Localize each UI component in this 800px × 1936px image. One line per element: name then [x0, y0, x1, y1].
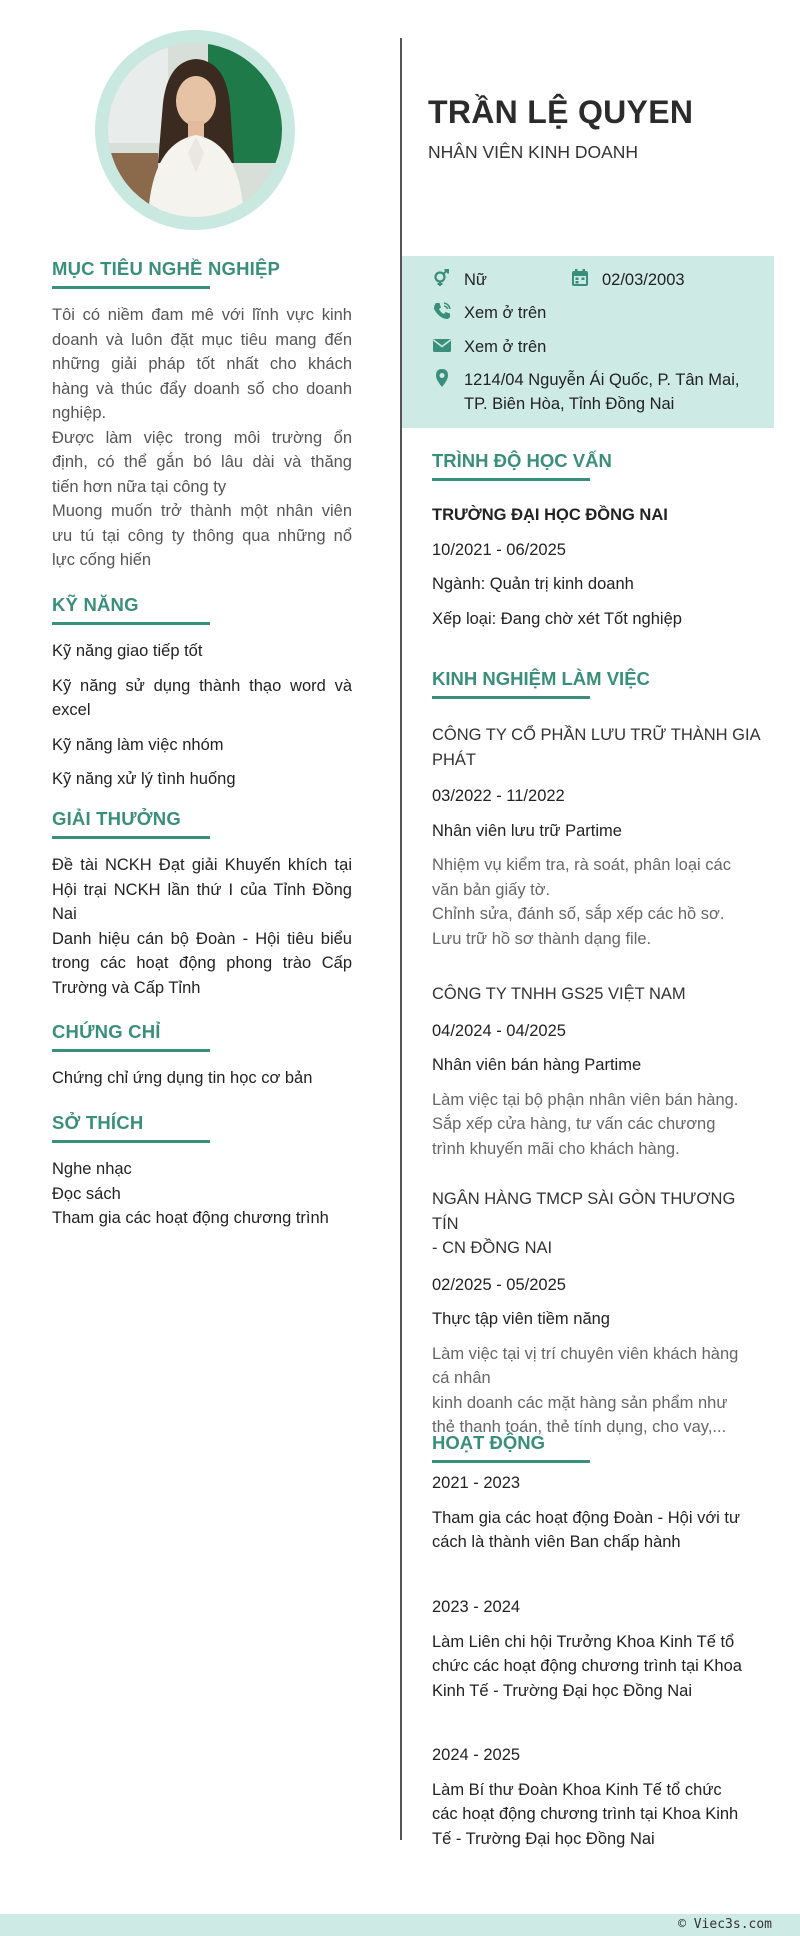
- email-value: Xem ở trên: [464, 338, 547, 356]
- skills-section: [52, 594, 352, 792]
- education-underline: [432, 478, 590, 481]
- address-value: [464, 368, 739, 416]
- skill-item-cont: excel: [52, 701, 91, 719]
- job-desc-line: trình khuyến mãi cho khách hàng.: [432, 1139, 680, 1158]
- activity-line: Tham gia các hoạt động Đoàn - Hội với tư: [432, 1508, 741, 1527]
- address-line-1: 1214/04 Nguyễn Ái Quốc, P. Tân Mai,: [464, 371, 740, 389]
- award-line: Danh hiệu cán bộ Đoàn - Hội tiêu biểu: [52, 929, 352, 948]
- job-desc-line: Nhiệm vụ kiểm tra, rà soát, phân loại các: [432, 856, 731, 874]
- hobby-item: Đọc sách: [52, 1184, 121, 1203]
- awards-section: [52, 808, 352, 1000]
- job-desc-line: văn bản giấy tờ.: [432, 880, 551, 899]
- activity-line: các hoạt động chương trình tại Khoa Kinh: [432, 1805, 739, 1823]
- activity-line: Kinh Tế - Trường Đại học Đồng Nai: [432, 1681, 693, 1700]
- objective-section: [52, 258, 352, 573]
- experience-title: KINH NGHIỆM LÀM VIỆC: [432, 668, 650, 689]
- job-desc-line: kinh doanh các mặt hàng sản phẩm như: [432, 1393, 728, 1412]
- education-grade: Xếp loại: Đang chờ xét Tốt nghiệp: [432, 609, 682, 628]
- hobby-item: Nghe nhạc: [52, 1160, 132, 1178]
- phone-value: Xem ở trên: [464, 304, 547, 322]
- objective-line: tiến hơn nữa tại công ty: [52, 477, 227, 496]
- awards-underline: [52, 836, 210, 839]
- education-title: TRÌNH ĐỘ HỌC VẤN: [432, 450, 612, 471]
- birthday-value: 02/03/2003: [602, 271, 685, 289]
- certificates-underline: [52, 1049, 210, 1052]
- job-entry: [432, 1187, 762, 1440]
- job-position: Nhân viên lưu trữ Partime: [432, 821, 622, 840]
- award-line: trong các hoạt động phong trào Cấp: [52, 954, 352, 972]
- activity-line: Tế - Trường Đại học Đồng Nai: [432, 1829, 655, 1848]
- contact-panel: [402, 256, 774, 428]
- job-entry: [432, 723, 762, 951]
- job-desc-line: thẻ thanh toán, thẻ tính dụng, cho vay,...: [432, 1418, 727, 1436]
- objective-line: ưu tú tại công ty thông qua những nổ: [52, 526, 352, 545]
- skill-item: Kỹ năng làm việc nhóm: [52, 735, 224, 754]
- experience-underline: [432, 696, 590, 699]
- activity-line: Làm Liên chi hội Trưởng Khoa Kinh Tế tổ: [432, 1632, 735, 1651]
- gender-value: Nữ: [464, 271, 487, 289]
- address-line-2: TP. Biên Hòa, Tỉnh Đồng Nai: [464, 395, 675, 413]
- skill-item: Kỹ năng sử dụng thành thạo word và: [52, 676, 352, 695]
- avatar: [108, 43, 282, 217]
- job-desc-line: Làm việc tại bộ phận nhân viên bán hàng.: [432, 1090, 739, 1109]
- address-row: [432, 368, 739, 416]
- objective-underline: [52, 286, 210, 289]
- certificates-section: [52, 1021, 352, 1091]
- birthday-row: [570, 268, 685, 292]
- location-icon: [432, 368, 452, 388]
- skill-item: Kỹ năng xử lý tình huống: [52, 770, 236, 788]
- job-description: [432, 853, 762, 951]
- objective-line: định, có thể gắn bó lâu dài và thăng: [52, 453, 352, 471]
- job-desc-line: Lưu trữ hồ sơ thành dạng file.: [432, 929, 652, 948]
- certificate-item: Chứng chỉ ứng dụng tin học cơ bản: [52, 1069, 313, 1087]
- footer-bar: [0, 1914, 800, 1936]
- activity-entry: [432, 1595, 762, 1703]
- job-period: 04/2024 - 04/2025: [432, 1021, 566, 1040]
- job-company-cont: PHÁT: [432, 750, 477, 769]
- certificates-title: CHỨNG CHỈ: [52, 1021, 161, 1042]
- job-description: [432, 1088, 762, 1162]
- job-company-cont: - CN ĐỒNG NAI: [432, 1239, 553, 1257]
- job-desc-line: Chỉnh sửa, đánh số, sắp xếp các hồ sơ.: [432, 905, 725, 923]
- job-description: [432, 1342, 762, 1440]
- job-company: CÔNG TY TNHH GS25 VIỆT NAM: [432, 985, 686, 1003]
- calendar-icon: [570, 268, 590, 288]
- job-period: 02/2025 - 05/2025: [432, 1275, 566, 1294]
- objective-line: hàng và thúc đẩy doanh số cho doanh: [52, 379, 352, 398]
- job-position: Thực tập viên tiềm năng: [432, 1310, 610, 1328]
- gender-icon: [432, 268, 452, 288]
- activity-line: chức các hoạt động chương trình tại Khoa: [432, 1657, 742, 1675]
- email-icon: [432, 335, 452, 355]
- activity-period: 2021 - 2023: [432, 1474, 521, 1492]
- objective-line: lực cống hiến: [52, 551, 152, 569]
- hobby-item: Tham gia các hoạt động chương trình: [52, 1209, 329, 1227]
- email-row: [432, 335, 546, 359]
- activities-underline: [432, 1460, 590, 1463]
- education-major: Ngành: Quản trị kinh doanh: [432, 575, 634, 593]
- activity-line: Làm Bí thư Đoàn Khoa Kinh Tế tổ chức: [432, 1780, 722, 1799]
- award-line: Hội trại NCKH lần thứ I của Tỉnh Đồng: [52, 880, 352, 899]
- skills-underline: [52, 622, 210, 625]
- candidate-name: TRẦN LỆ QUYEN: [428, 94, 694, 130]
- objective-line: Tôi có niềm đam mê với lĩnh vực kinh: [52, 306, 352, 324]
- award-line: Trường và Cấp Tỉnh: [52, 978, 201, 997]
- job-desc-line: cá nhân: [432, 1369, 491, 1387]
- activity-entry: [432, 1743, 762, 1851]
- objective-line: doanh và luôn đặt mục tiêu mang đến: [52, 330, 352, 349]
- job-desc-line: Sắp xếp cửa hàng, tư vấn các chương: [432, 1115, 716, 1133]
- experience-section: [432, 668, 762, 699]
- award-line: Nai: [52, 905, 77, 923]
- job-position: Nhân viên bán hàng Partime: [432, 1056, 642, 1074]
- award-line: Đề tài NCKH Đạt giải Khuyến khích tại: [52, 856, 352, 874]
- job-period: 03/2022 - 11/2022: [432, 787, 565, 805]
- objective-line: Muong muốn trở thành một nhân viên: [52, 502, 352, 520]
- objective-line: nghiệp.: [52, 404, 107, 422]
- job-company: CÔNG TY CỔ PHẦN LƯU TRỮ THÀNH GIA: [432, 726, 761, 744]
- phone-row: [432, 301, 546, 325]
- objective-line: những giải pháp tốt nhất cho khách: [52, 355, 352, 373]
- hobbies-section: [52, 1112, 352, 1231]
- awards-title: GIẢI THƯỞNG: [52, 808, 181, 829]
- job-company: NGÂN HÀNG TMCP SÀI GÒN THƯƠNG TÍN: [432, 1190, 736, 1233]
- job-entry: [432, 982, 762, 1161]
- skills-title: KỸ NĂNG: [52, 594, 139, 615]
- objective-line: Được làm việc trong môi trường ổn: [52, 428, 352, 447]
- watermark[interactable]: © Viec3s.com: [678, 1917, 772, 1932]
- activity-entry: [432, 1471, 762, 1555]
- activities-section: [432, 1432, 762, 1463]
- hobbies-underline: [52, 1140, 210, 1143]
- activity-period: 2024 - 2025: [432, 1746, 521, 1764]
- awards-text: [52, 853, 352, 1000]
- gender-row: [432, 268, 487, 292]
- objective-title: MỤC TIÊU NGHỀ NGHIỆP: [52, 258, 281, 279]
- activities-title: HOẠT ĐỘNG: [432, 1432, 546, 1453]
- hobbies-title: SỞ THÍCH: [52, 1112, 144, 1133]
- education-school: TRƯỜNG ĐẠI HỌC ĐỒNG NAI: [432, 506, 668, 524]
- skill-item: Kỹ năng giao tiếp tốt: [52, 642, 203, 660]
- activity-period: 2023 - 2024: [432, 1598, 521, 1616]
- objective-text: [52, 303, 352, 573]
- phone-icon: [432, 301, 452, 321]
- education-period: 10/2021 - 06/2025: [432, 540, 566, 559]
- education-section: [432, 450, 762, 631]
- job-desc-line: Làm việc tại vị trí chuyên viên khách hàng: [432, 1344, 739, 1363]
- activity-line: cách là thành viên Ban chấp hành: [432, 1533, 681, 1551]
- candidate-role: NHÂN VIÊN KINH DOANH: [428, 142, 639, 162]
